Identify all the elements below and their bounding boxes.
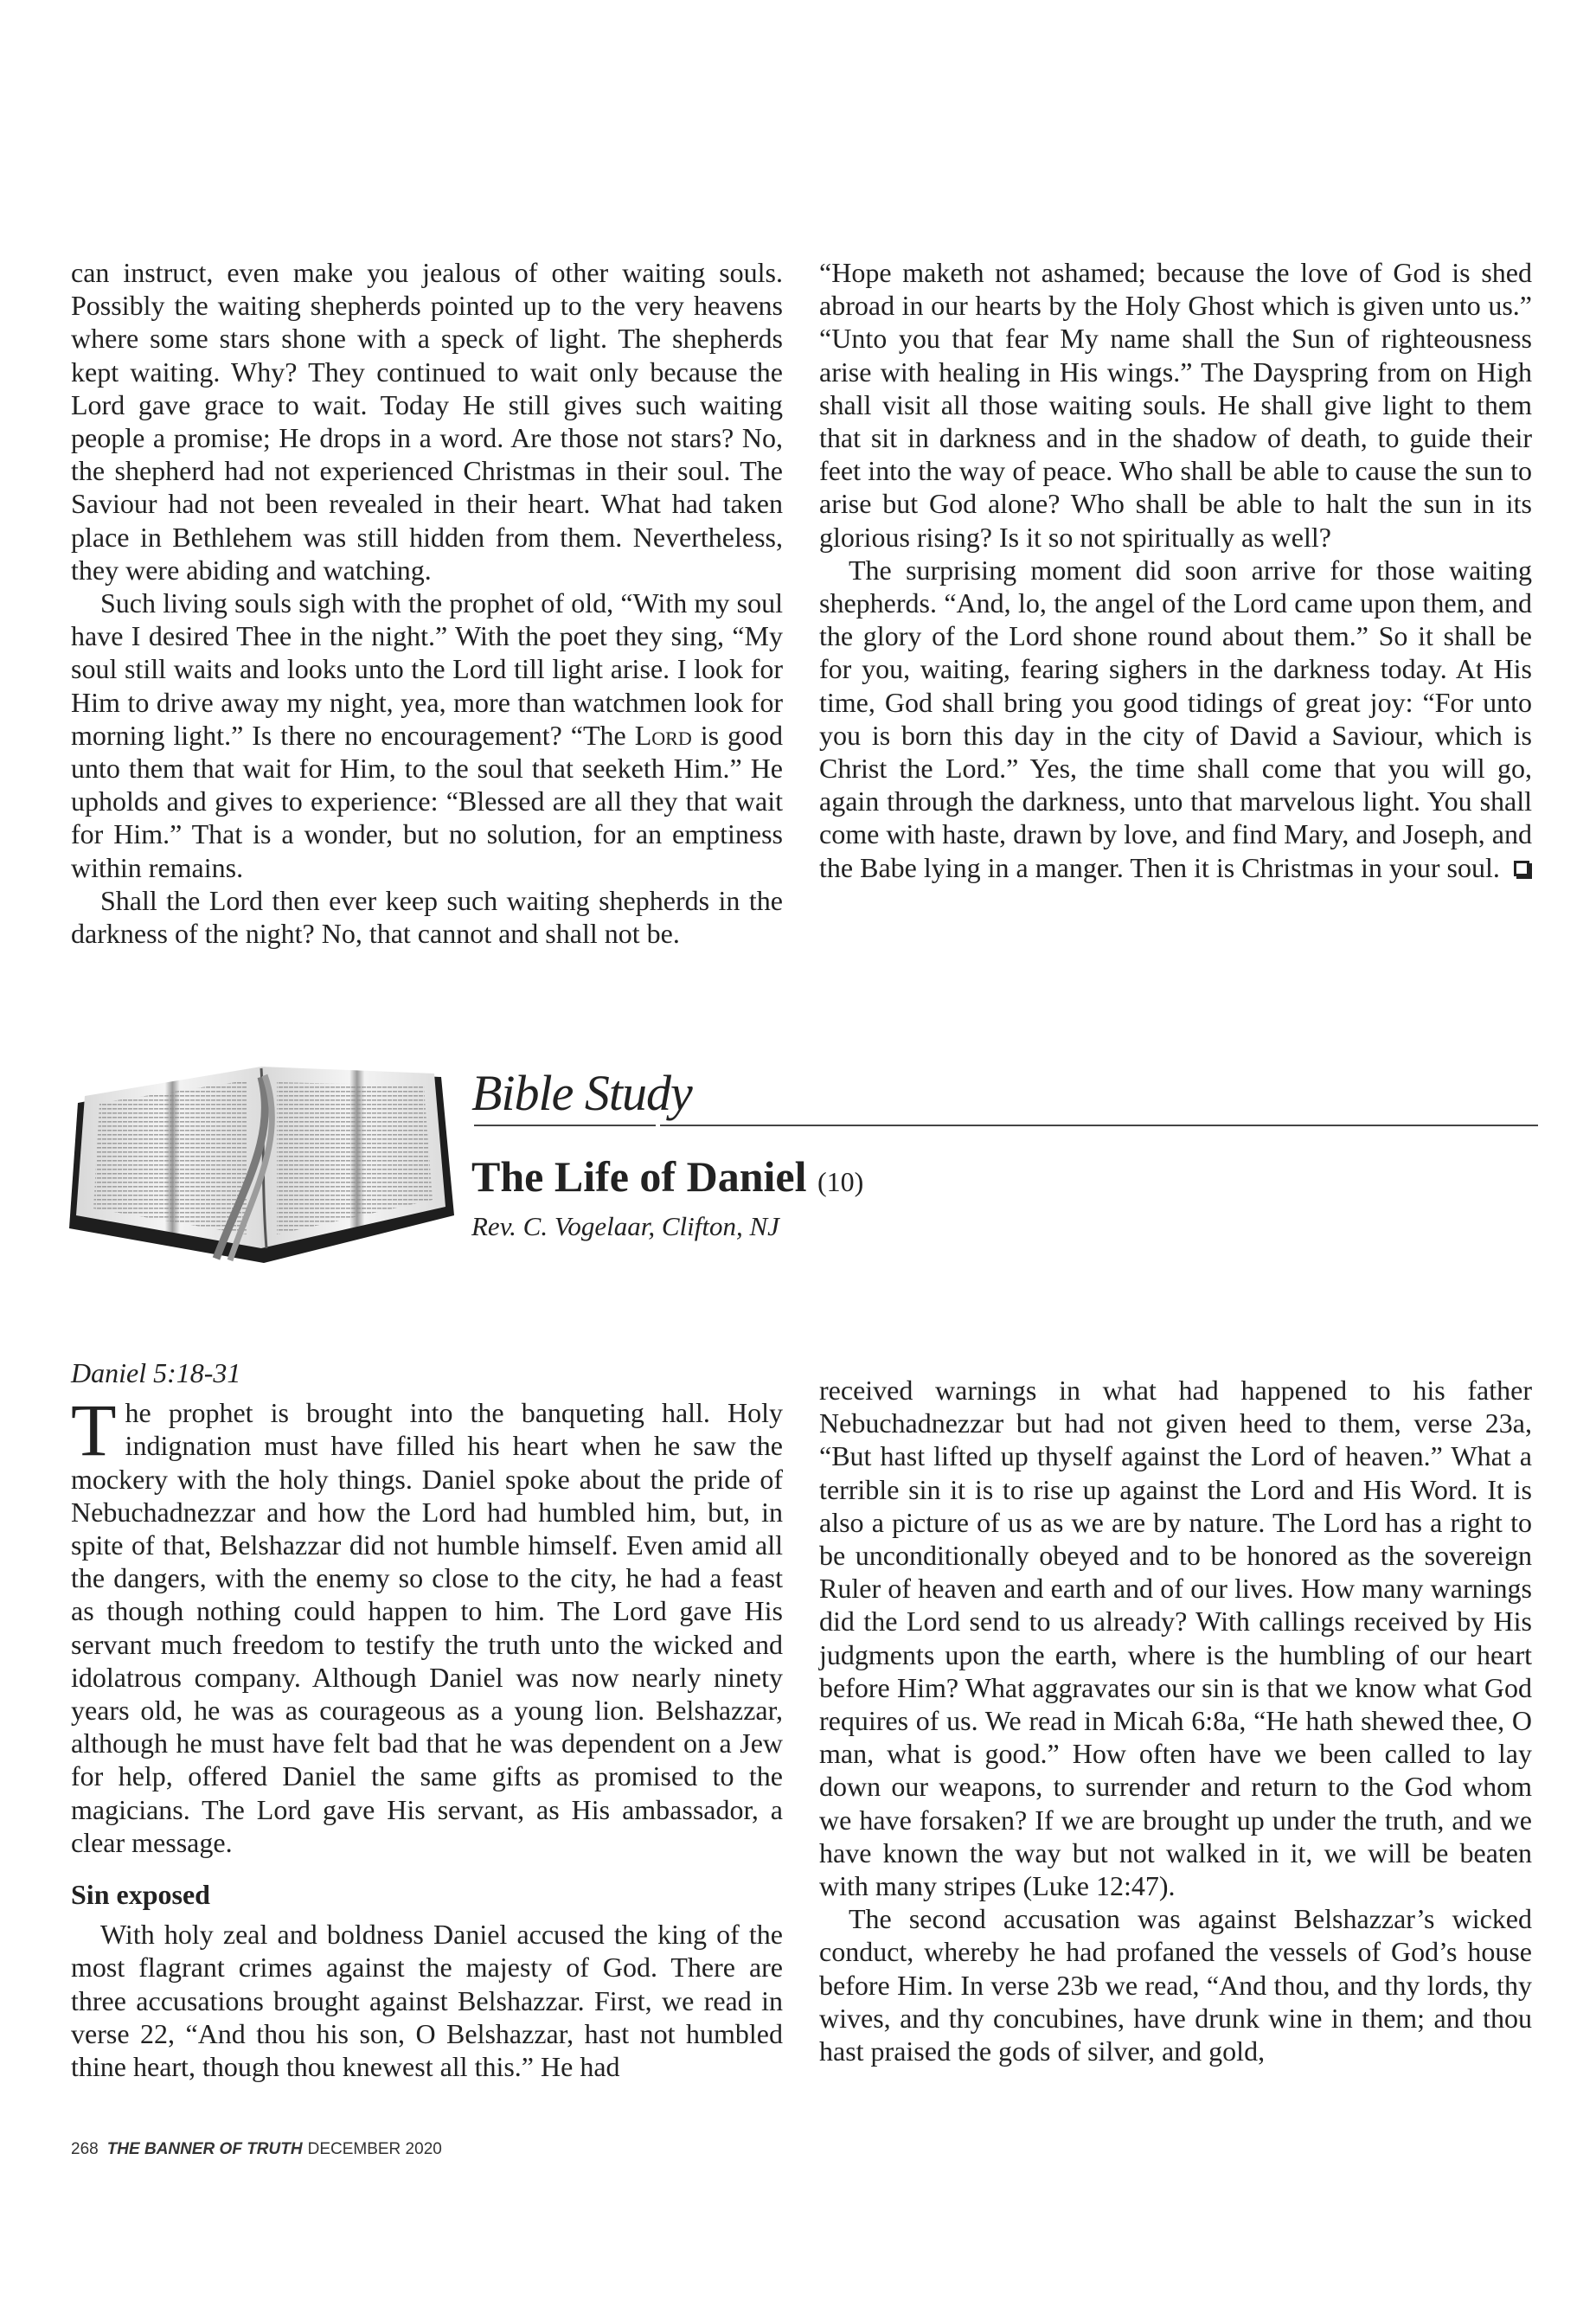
drop-cap: T (71, 1388, 117, 1472)
part-number: (10) (817, 1166, 864, 1197)
title-rule (660, 1125, 1538, 1126)
issue-date: DECEMBER 2020 (307, 2140, 442, 2158)
article-column-top-right (819, 256, 1532, 884)
page-number: 268 (71, 2140, 99, 2158)
article-column-bottom-left (71, 1356, 783, 2083)
scripture-reference: Daniel 5:18-31 (71, 1357, 241, 1388)
paragraph: can instruct, even make you jealous of other waiting souls. Possibly the waiting shepherds pointed up to the very heavens where some stars shone with a speck of light. The shepherds kept waiting. Why? They continued to wait only because the Lord gave grace to wait. Today He still gives such waiting people a promise; He drops in a word. Are those not stars? No, the shepherd had not experienced Christmas in their soul. The Saviour had not been revealed in their heart. What had taken place in Bethlehem was still hidden from them. Nevertheless, they were abiding and watching. (71, 257, 783, 586)
publication-name: THE BANNER OF TRUTH (106, 2140, 303, 2158)
paragraph: With holy zeal and boldness Daniel accused the king of the most flagrant crimes against the majesty of God. There are three accusations brought against Belshazzar. First, we read in verse 22, “And thou his son, O Belshazzar, hast not humbled thine heart, though thou knewest all this.” He had (71, 1919, 783, 2083)
section-title: Bible Study (471, 1065, 692, 1121)
end-of-article-mark-icon (1514, 861, 1529, 876)
author-byline: Rev. C. Vogelaar, Clifton, NJ (471, 1211, 779, 1241)
article-column-top-left (71, 256, 783, 950)
page-footer (71, 2139, 442, 2160)
paragraph: received warnings in what had happened to his father Nebuchadnezzar but had not given heed to them, verse 23a, “But hast lifted up thyself against the Lord of heaven.” What a terrible sin it is to rise up against the Lord and His Word. It is also a picture of us as we are by nature. The Lord has a right to be unconditionally obeyed and to be honored as the sovereign Ruler of heaven and earth and of our lives. How many warnings did the Lord send to us already? With callings received by His judgments upon the earth, where is the humbling of our heart before Him? What aggravates our sin is that we know what God requires of us. We read in Micah 6:8a, “He hath shewed thee, O man, what is good.” How often have we been called to lay down our weapons, to surrender and return to the God whom we have forsaken? If we are brought up under the truth, and we have known the way but not walked in it, we will be beaten with many stripes (Luke 12:47). (819, 1375, 1532, 1902)
title-rule (474, 1125, 656, 1126)
paragraph: The surprising moment did soon arrive for those waiting shepherds. “And, lo, the angel of the Lord came upon them, and the glory of the Lord shone round about them.” So it shall be for you, waiting, fearing sighers in the darkness today. At His time, God shall bring you good tidings of great joy: “For unto you is born this day in the city of David a Saviour, which is Christ the Lord.” Yes, the time shall come that you will go, again through the darkness, unto that marvelous light. You shall come with haste, drawn by love, and find Mary, and Joseph, and the Babe lying in a manger. Then it is Christmas in your soul. (819, 554, 1532, 883)
paragraph: Shall the Lord then ever keep such waiting shepherds in the darkness of the night? No, that cannot and shall not be. (71, 884, 783, 950)
paragraph: The prophet is brought into the banqueting hall. Holy indignation must have filled his heart when he saw the mockery with the holy things. Daniel spoke about the pride of Nebuchadnezzar and how the Lord had humbled him, but, in spite of that, Belshazzar did not humble himself. Even amid all the dangers, with the enemy so close to the city, he had a feast as though nothing could happen to him. The Lord gave His servant much freedom to testify the truth unto the wicked and idolatrous company. Although Daniel was now nearly ninety years old, he was as courageous as a young lion. Belshazzar, although he must have felt bad that he was dependent on a Jew for help, offered Daniel the same gifts as promised to the magicians. The Lord gave His servant, as His ambassador, a clear message. (71, 1388, 783, 1858)
lord-small-caps: Lord (634, 719, 692, 751)
open-bible-icon (61, 1042, 458, 1267)
paragraph: Such living souls sigh with the prophet of old, “With my soul have I desired Thee in the night.” With the poet they sing, “My soul still waits and looks unto the Lord till light arise. I look for Him to drive away my night, yea, more than watchmen look for morning light.” Is there no encouragement? “The Lord is good unto them that wait for Him, to the soul that seeketh Him.” He upholds and gives to experience: “Blessed are all they that wait for Him.” That is a wonder, but no solution, for an emptiness within remains. (71, 587, 784, 883)
paragraph: The second accusation was against Belshazzar’s wicked conduct, whereby he had profaned the vessels of God’s house before Him. In verse 23b we read, “And thou, and thy lords, thy wives, and thy concubines, have drunk wine in them; and thou hast praised the gods of silver, and gold, (819, 1903, 1532, 2067)
subheading: Sin exposed (71, 1879, 210, 1911)
article-column-bottom-right (819, 1374, 1532, 2067)
article-title: The Life of Daniel (10) (471, 1152, 864, 1201)
paragraph: “Hope maketh not ashamed; because the love of God is shed abroad in our hearts by the Holy Ghost which is given unto us.” “Unto you that fear My name shall the Sun of righteousness arise with healing in His wings.” The Dayspring from on High shall visit all those waiting souls. He shall give light to them that sit in darkness and in the shadow of death, to guide their feet into the way of peace. Who shall be able to cause the sun to arise but God alone? Who shall be able to halt the sun in its glorious rising? Is it so not spiritually as well? (819, 257, 1532, 553)
